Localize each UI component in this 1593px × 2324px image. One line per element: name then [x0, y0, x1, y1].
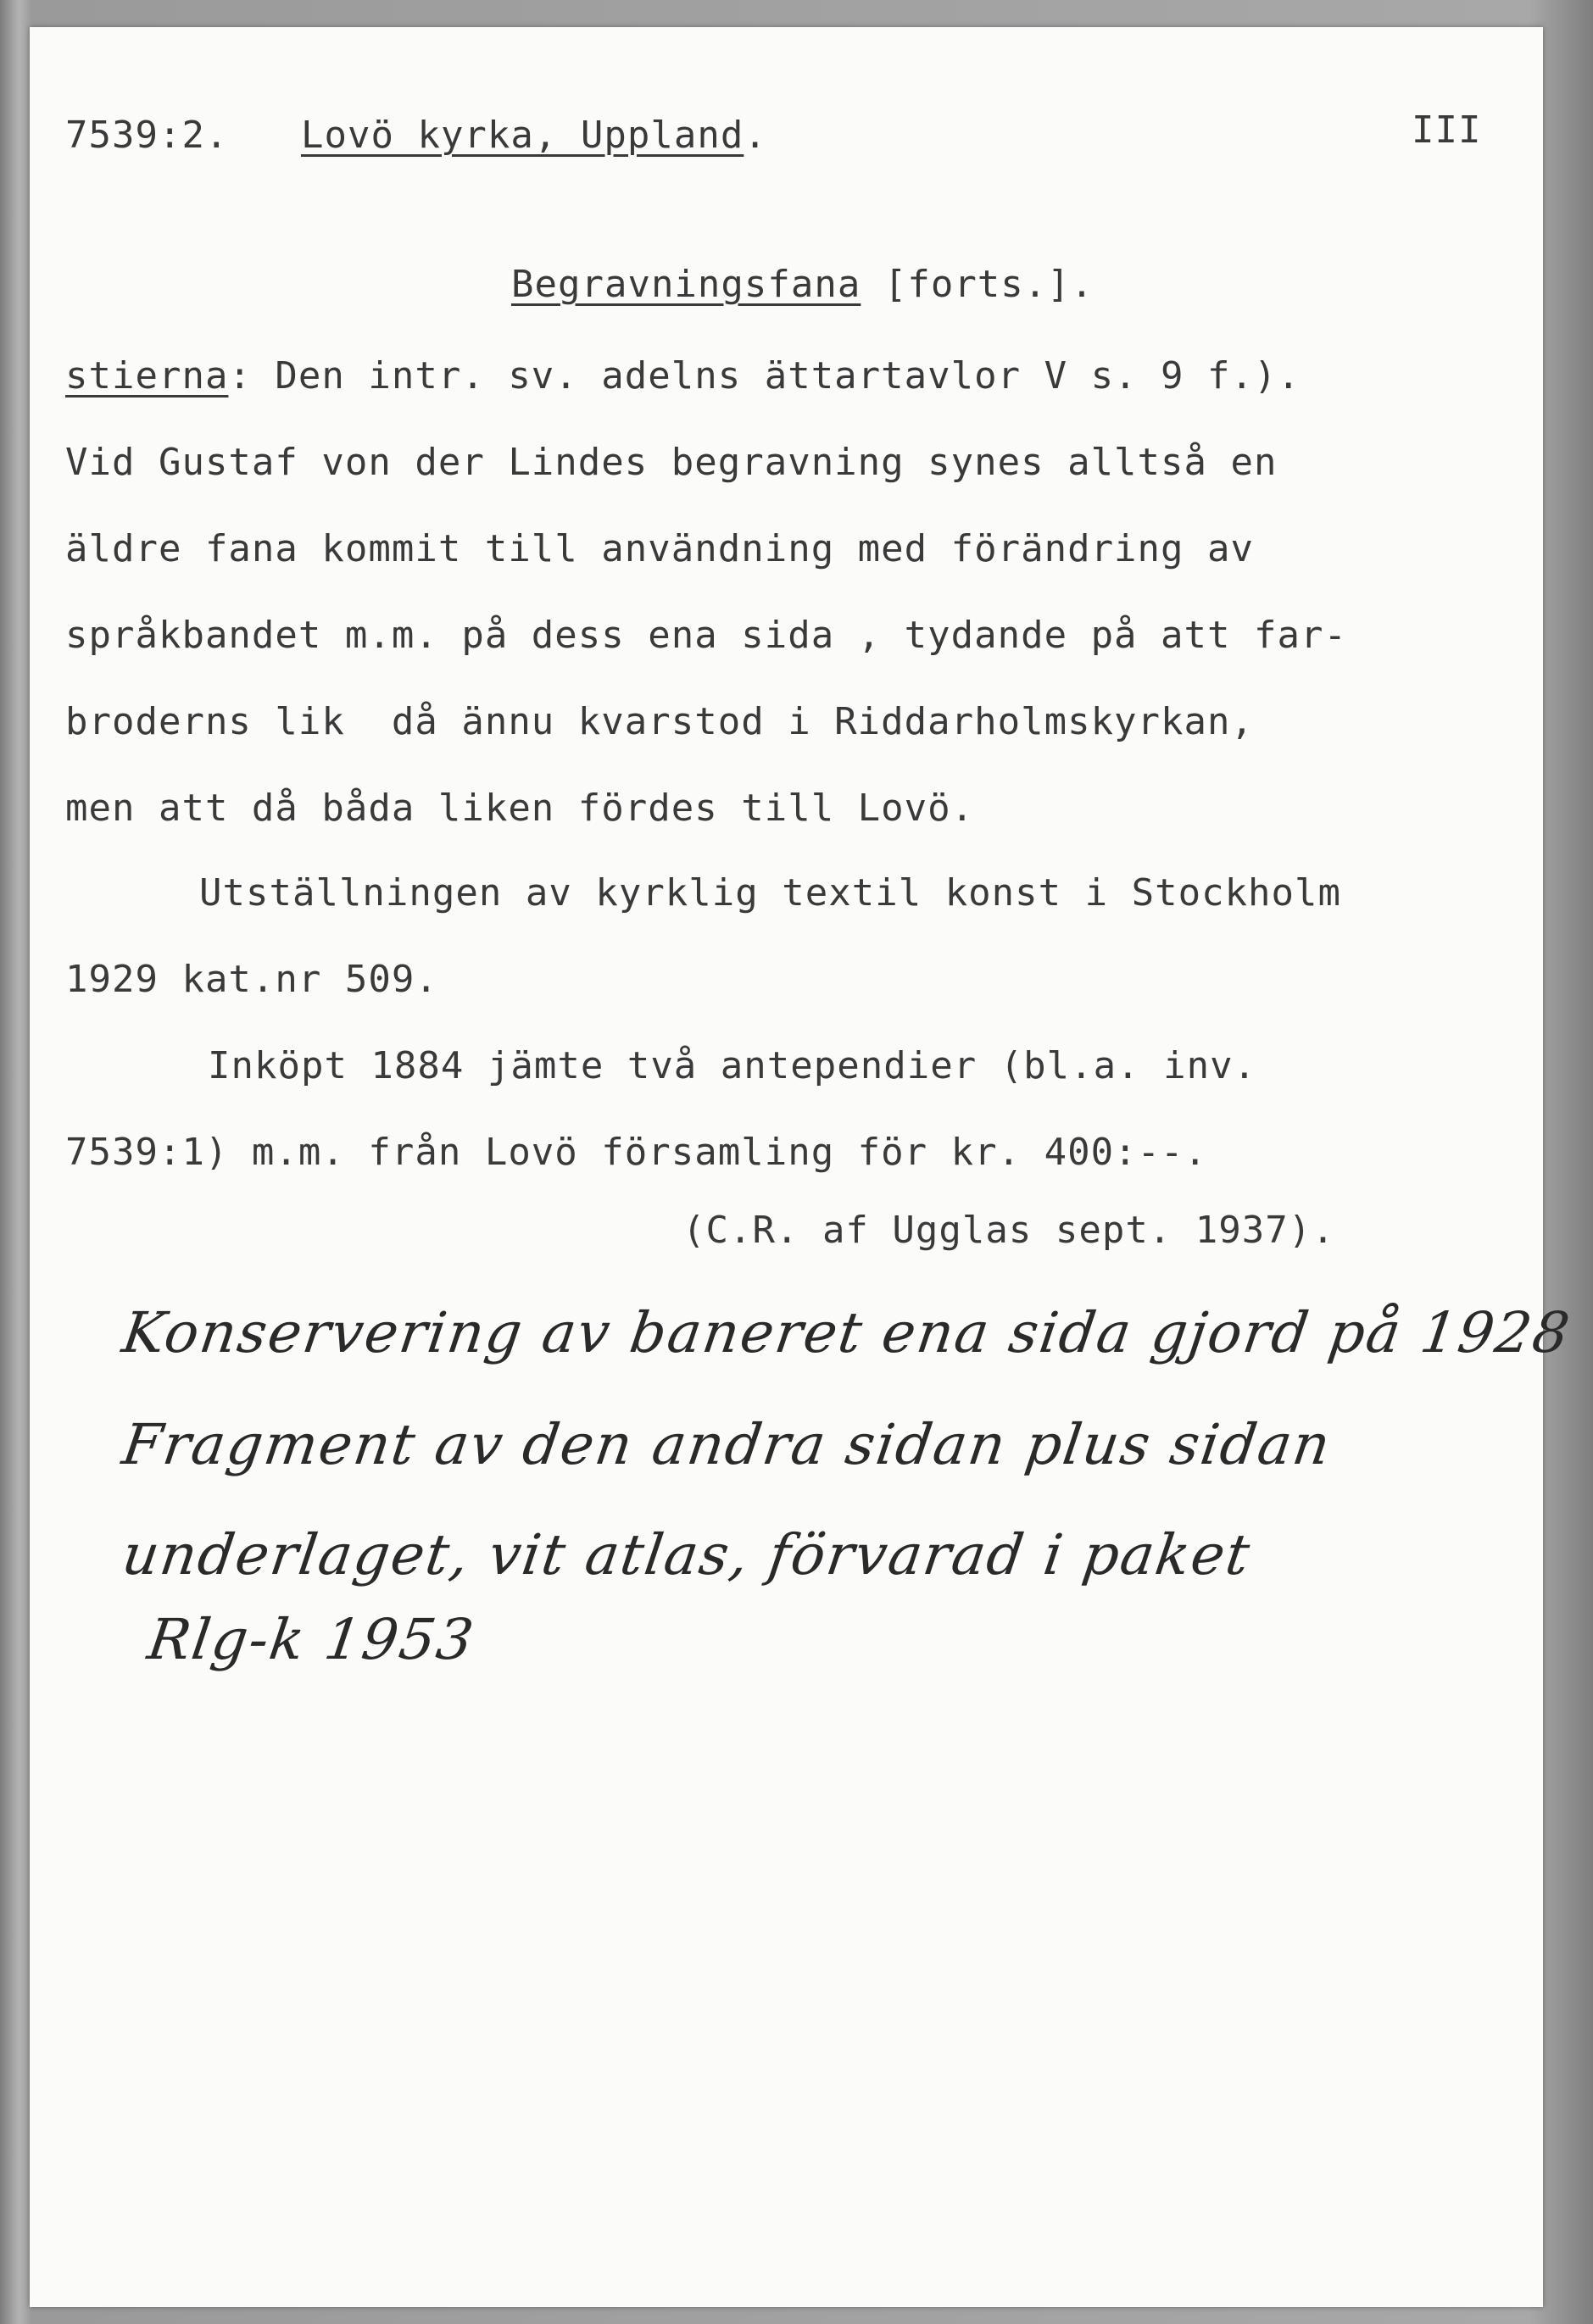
body-line-3: äldre fana kommit till användning med förändring av	[65, 527, 1255, 570]
card-title	[511, 263, 1094, 306]
body-line-5: broderns lik då ännu kvarstod i Riddarholmskyrkan,	[65, 700, 1255, 743]
body-line-9: Inköpt 1884 jämte två antependier (bl.a. inv.	[208, 1044, 1257, 1087]
title-continued: [forts.].	[861, 263, 1094, 306]
body-line-6: men att då båda liken fördes till Lovö.	[65, 787, 975, 830]
location-punctuation: .	[744, 114, 767, 157]
body-line-1-lead: stierna	[65, 354, 229, 398]
inventory-number: 7539:2.	[65, 114, 229, 157]
catalog-card	[30, 27, 1575, 2307]
location-heading	[301, 114, 767, 157]
body-line-1-rest: : Den intr. sv. adelns ättartavlor V s. 9 f.).	[228, 354, 1301, 398]
card-number: III	[1412, 108, 1482, 152]
title-main: Begravningsfana	[511, 263, 861, 306]
handwritten-line-2: Fragment av den andra sidan plus sidan	[118, 1412, 1336, 1477]
handwritten-line-4: Rlg-k 1953	[143, 1607, 479, 1672]
body-line-1	[65, 354, 1301, 398]
body-line-4: språkbandet m.m. på dess ena sida , tydande på att far-	[65, 614, 1347, 657]
location-name: Lovö kyrka, Uppland	[301, 114, 744, 157]
handwritten-line-1: Konservering av baneret ena sida gjord på 1928	[118, 1300, 1575, 1365]
handwritten-line-3: underlaget, vit atlas, förvarad i paket	[118, 1522, 1256, 1587]
body-line-8: 1929 kat.nr 509.	[65, 958, 438, 1001]
body-line-7: Utställningen av kyrklig textil konst i Stockholm	[199, 871, 1342, 915]
body-line-2: Vid Gustaf von der Lindes begravning synes alltså en	[65, 441, 1278, 484]
body-line-10: 7539:1) m.m. från Lovö församling för kr. 400:--.	[65, 1131, 1208, 1174]
typist-signature: (C.R. af Ugglas sept. 1937).	[682, 1209, 1335, 1252]
